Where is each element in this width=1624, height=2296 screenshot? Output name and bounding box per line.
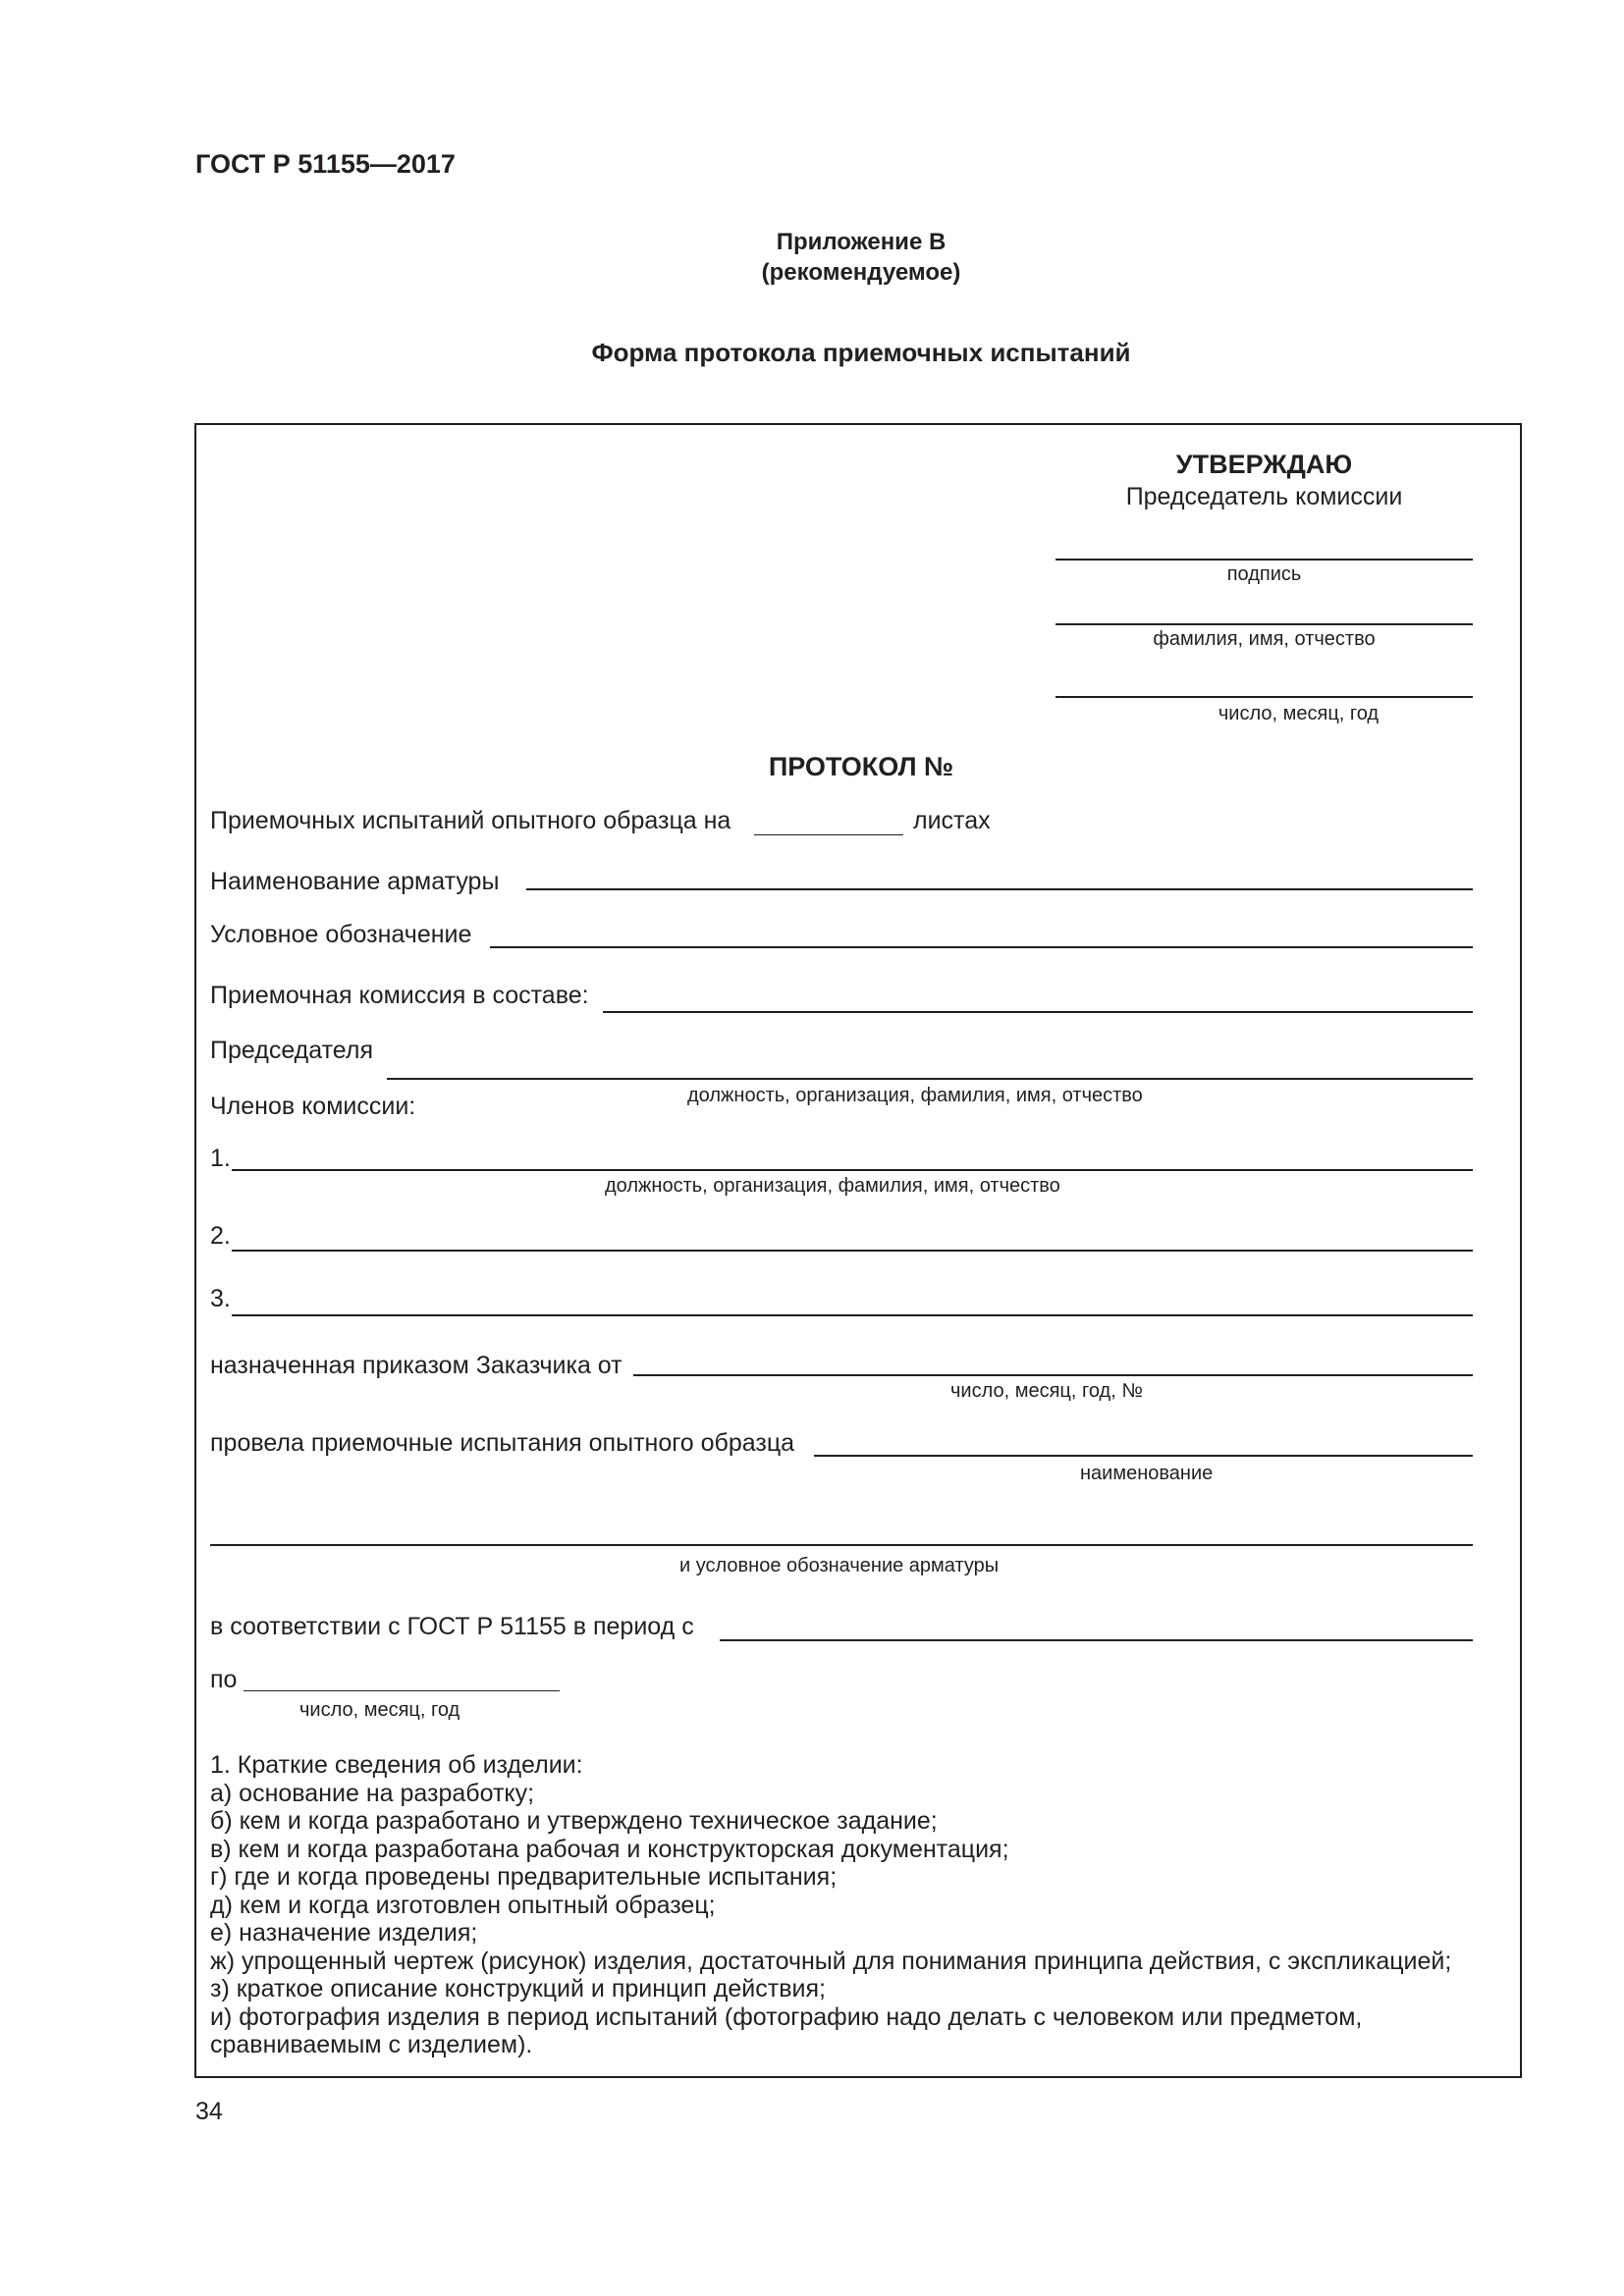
chairman-caption: должность, организация, фамилия, имя, отчество [687,1085,1143,1106]
chairman-line [387,1078,1473,1080]
member-number-2: 2. [210,1222,231,1250]
member-caption: должность, организация, фамилия, имя, отчество [605,1175,1060,1197]
period-label: в соответствии с ГОСТ Р 51155 в период с [210,1613,694,1640]
approve-heading: УТВЕРЖДАЮ [1175,450,1353,479]
tested-line [814,1455,1473,1457]
list-item: в) кем и когда разработана рабочая и конструкторская документация; [210,1835,1009,1863]
list-item: д) кем и когда изготовлен опытный образец; [210,1891,716,1919]
list-item: г) где и когда проведены предварительные испытания; [210,1863,838,1891]
to-label: по [210,1666,238,1693]
list-item: сравниваемым с изделием). [210,2031,533,2058]
tested-label: провела приемочные испытания опытного образца [210,1429,795,1457]
appendix-status: (рекомендуемое) [761,259,961,286]
list-item: е) назначение изделия; [210,1919,478,1947]
list-item: б) кем и когда разработано и утверждено техническое задание; [210,1807,938,1835]
to-caption: число, месяц, год [299,1699,460,1721]
form-title: Форма протокола приемочных испытаний [591,338,1131,367]
member-line-2 [232,1250,1473,1252]
order-line [633,1374,1473,1376]
protocol-title: ПРОТОКОЛ № [768,752,954,781]
period-line [720,1639,1473,1641]
order-caption: число, месяц, год, № [950,1380,1143,1402]
chairman-label: Председателя [210,1037,373,1064]
valve-name-line [526,888,1473,890]
page-number: 34 [195,2098,223,2125]
name-caption: фамилия, имя, отчество [1153,628,1376,650]
member-line-1 [232,1169,1473,1171]
approve-role: Председатель комиссии [1125,483,1403,510]
signature-line [1056,559,1473,561]
date-line [1056,696,1473,698]
list-item: а) основание на разработку; [210,1779,535,1807]
sheets-count-line [754,834,903,835]
order-label: назначенная приказом Заказчика от [210,1352,623,1379]
commission-line [603,1011,1473,1013]
sheets-prefix: Приемочных испытаний опытного образца на [210,807,731,834]
members-label: Членов комиссии: [210,1093,416,1120]
member-number-1: 1. [210,1145,231,1172]
list-item: з) краткое описание конструкций и принцип действия; [210,1975,826,2002]
designation-full-line [210,1544,1473,1546]
member-number-3: 3. [210,1285,231,1312]
commission-label: Приемочная комиссия в составе: [210,982,589,1009]
appendix-title: Приложение В [776,229,947,255]
signature-caption: подпись [1226,563,1302,585]
list-item: ж) упрощенный чертеж (рисунок) изделия, достаточный для понимания принципа действия, с экспликацией; [210,1947,1452,1975]
product-info-list [210,1751,1451,2059]
designation-line [490,946,1473,948]
designation-label: Условное обозначение [210,921,472,948]
standard-designation: ГОСТ Р 51155—2017 [195,149,456,179]
list-item: 1. Краткие сведения об изделии: [210,1751,583,1779]
list-item: и) фотография изделия в период испытаний (фотографию надо делать с человеком или предметом, [210,2002,1363,2031]
member-line-3 [232,1314,1473,1316]
sheets-suffix: листах [913,807,991,834]
tested-caption: наименование [1080,1463,1214,1484]
designation-caption: и условное обозначение арматуры [679,1555,1000,1576]
valve-name-label: Наименование арматуры [210,868,500,895]
name-line [1056,623,1473,625]
date-caption: число, месяц, год [1218,703,1380,724]
to-line [244,1690,560,1691]
